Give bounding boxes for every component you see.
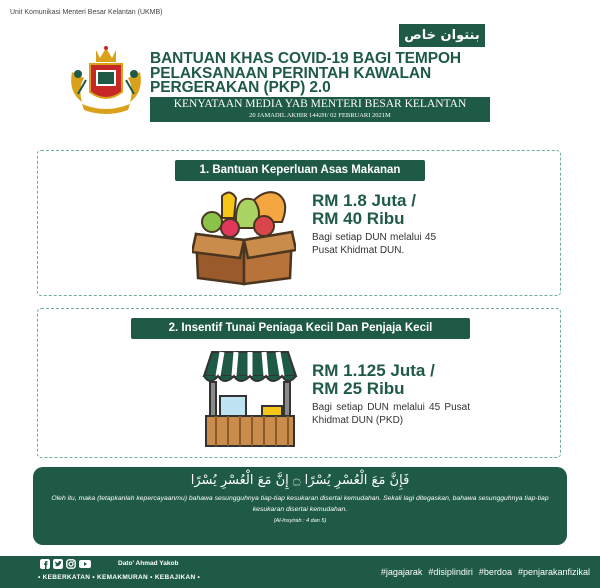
title-line-2: PELAKSANAAN PERINTAH KAWALAN	[150, 64, 432, 82]
section-2-amount-line-2: RM 25 Ribu	[312, 379, 405, 398]
section-1-amount	[312, 192, 416, 228]
hashtag-penjarakanfizikal: #penjarakanfizikal	[517, 567, 590, 577]
quran-arabic-text: فَإِنَّ مَعَ الْعُسْرِ يُسْرًا ۝ إِنَّ مَعَ الْعُسْرِ يُسْرًا	[190, 473, 410, 488]
twitter-icon[interactable]	[53, 559, 63, 569]
title-line-1: BANTUAN KHAS COVID-19 BAGI TEMPOH	[150, 50, 462, 67]
social-icons	[40, 559, 91, 569]
hashtag-berdoa: #berdoa	[478, 567, 512, 577]
market-stall-icon	[202, 350, 298, 448]
quran-verse-panel	[33, 467, 567, 545]
section-2-heading: 2. Insentif Tunai Peniaga Kecil Dan Penjaja Kecil	[131, 318, 470, 339]
statement-title: KENYATAAN MEDIA YAB MENTERI BESAR KELANTAN	[173, 98, 467, 110]
unit-label: Unit Komunikasi Menteri Besar Kelantan (UKMB)	[10, 9, 163, 16]
quran-reference: (Al-Insyirah : 4 dan 5)	[273, 518, 327, 524]
section-2-description: Bagi setiap DUN melalui 45 Pusat Khidmat DUN (PKD)	[312, 402, 470, 426]
hashtag-jagajarak: #jagajarak	[380, 567, 423, 577]
youtube-icon[interactable]	[79, 559, 91, 569]
title-line-3: PERGERAKAN (PKP) 2.0	[150, 79, 331, 96]
grocery-box-icon	[192, 188, 296, 286]
hashtag-disiplindiri: #disiplindiri	[428, 567, 473, 577]
section-2-amount-line-1: RM 1.125 Juta /	[312, 361, 435, 380]
section-1-amount-line-2: RM 40 Ribu	[312, 209, 405, 228]
section-1-heading: 1. Bantuan Keperluan Asas Makanan	[175, 160, 425, 181]
jawi-badge: بنتوان خاص	[399, 24, 485, 47]
section-1-amount-line-1: RM 1.8 Juta /	[312, 191, 416, 210]
section-2-amount	[312, 362, 435, 398]
motto: • KEBERKATAN • KEMAKMURAN • KEBAJIKAN •	[38, 574, 201, 581]
quran-translation: Oleh itu, maka (tetapkanlah kepercayaanmu) bahawa sesungguhnya tiap-tiap kesukaran disertai kemudahan. Sekali lagi ditegaskan, bahawa sesungguhnya tiap-tiap kesukaran disertai kemudahan.	[51, 495, 549, 513]
statement-bar	[150, 97, 490, 122]
section-1-description: Bagi setiap DUN melalui 45 Pusat Khidmat DUN.	[312, 232, 436, 256]
footer	[0, 556, 600, 588]
statement-date: 20 JAMADIL AKHIR 1442H/ 02 FEBRUARI 2021M	[249, 112, 391, 119]
author-name: Dato' Ahmad Yakob	[118, 560, 179, 567]
kelantan-crest-icon	[68, 44, 144, 116]
hashtags	[381, 567, 590, 577]
main-title	[150, 52, 490, 96]
facebook-icon[interactable]	[40, 559, 50, 569]
instagram-icon[interactable]	[66, 559, 76, 569]
